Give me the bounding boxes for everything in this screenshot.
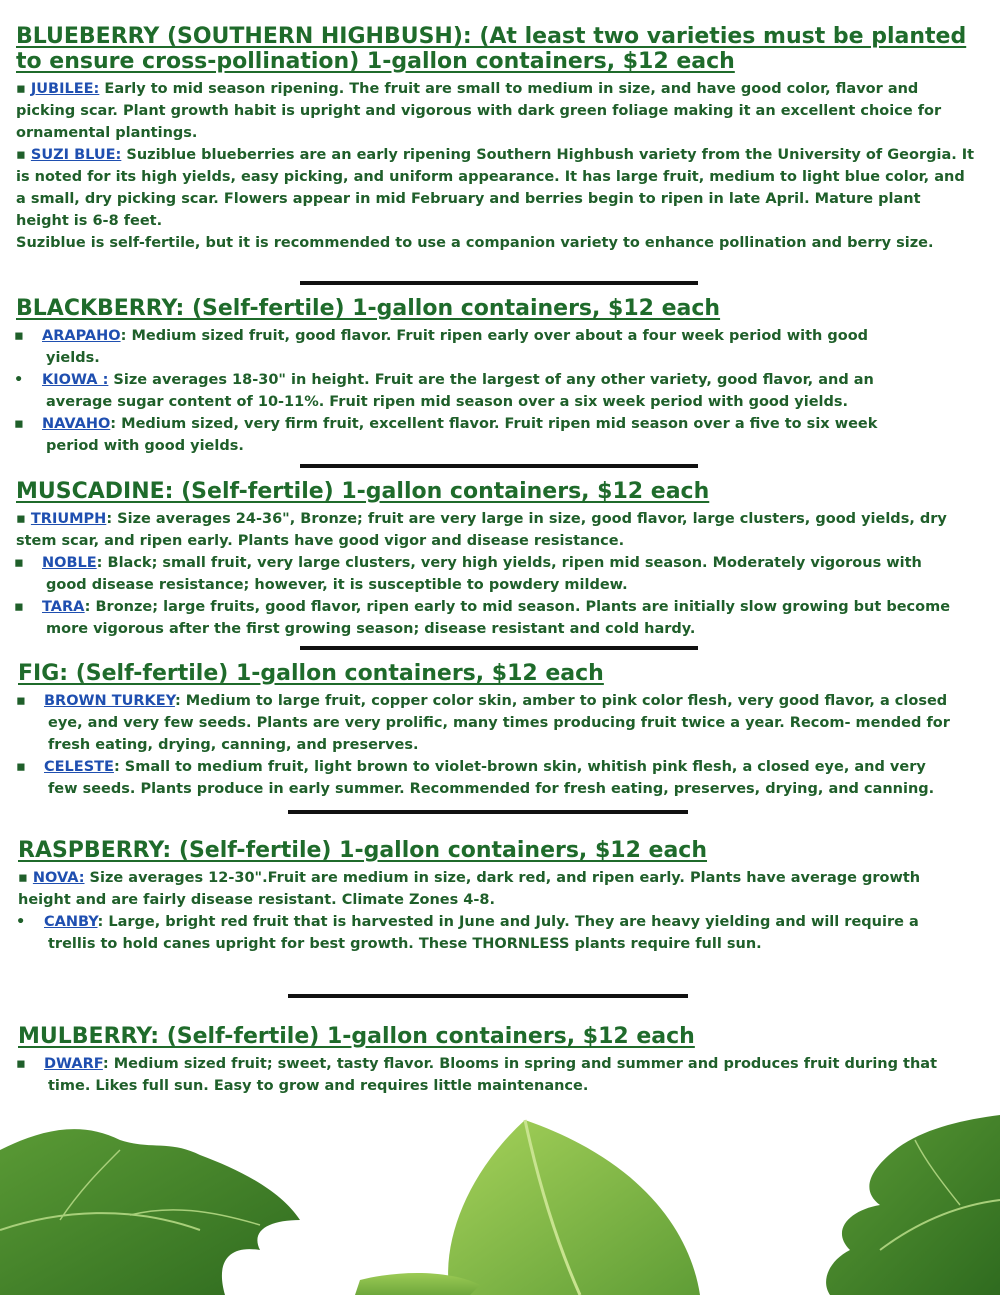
blueberry-section — [0, 24, 1000, 254]
bullet-icon: ▪ — [16, 511, 26, 527]
variety-description: : Size averages 24-36", Bronze; fruit are very large in size, good flavor, large clusters, good yields, dry stem scar, and ripen early. Plants have good vigor and disease resistance. — [16, 511, 947, 549]
variety-name[interactable]: CANBY — [44, 914, 98, 930]
section-divider — [300, 646, 698, 650]
variety-name[interactable]: NOBLE — [42, 555, 97, 571]
variety-name[interactable]: TRIUMPH — [30, 511, 107, 527]
variety-description: : Medium sized fruit; sweet, tasty flavor. Blooms in spring and summer and produces fruit during that time. Likes full sun. Easy to grow and requires little maintenance. — [48, 1056, 938, 1094]
raspberry-section — [0, 838, 1000, 955]
bullet-icon: ▪ — [16, 147, 26, 163]
left-leaf-shape — [0, 1129, 300, 1295]
bullet-icon: ▪ — [18, 870, 28, 886]
variety-description: : Medium sized fruit, good flavor. Fruit ripen early over about a four week period with good yields. — [46, 328, 869, 366]
bullet-icon: • — [14, 372, 24, 388]
variety-kiowa — [16, 369, 916, 413]
fig-heading: FIG: (Self-fertile) 1-gallon containers, $12 each — [18, 661, 604, 686]
variety-description: Early to mid season ripening. The fruit are small to medium in size, and have good color, flavor and picking scar. Plant growth habit is upright and vigorous with dark green foliage making it an excellent choice for ornamental plantings. — [16, 81, 942, 141]
variety-nova — [18, 867, 968, 911]
variety-description: : Small to medium fruit, light brown to violet-brown skin, whitish pink flesh, a closed eye, and very few seeds. Plants produce in early summer. Recommended for fresh eating, preserves, drying, and canning. — [48, 759, 935, 797]
bullet-icon: ▪ — [14, 599, 24, 615]
blackberry-section — [0, 296, 1000, 457]
muscadine-section — [0, 479, 1000, 640]
variety-celeste — [18, 756, 953, 800]
variety-description: : Medium sized, very firm fruit, excellent flavor. Fruit ripen mid season over a five to six week period with good yields. — [46, 416, 878, 454]
variety-name[interactable]: TARA — [42, 599, 85, 615]
bullet-icon: ▪ — [14, 328, 24, 344]
section-divider — [288, 810, 688, 814]
variety-description: : Large, bright red fruit that is harvested in June and July. They are heavy yielding and will require a trellis to hold canes upright for best growth. These THORNLESS plants require full sun. — [48, 914, 919, 952]
variety-name[interactable]: NAVAHO — [42, 416, 111, 432]
blackberry-heading: BLACKBERRY: (Self-fertile) 1-gallon containers, $12 each — [16, 296, 721, 321]
section-divider — [288, 994, 688, 998]
variety-description: Suziblue blueberries are an early ripening Southern Highbush variety from the University of Georgia. It is noted for its high yields, easy picking, and uniform appearance. It has large fruit, medium to light blue color, and a small, dry picking scar. Flowers appear in mid February and berries begin to ripen in late April. Mature plant height is 6-8 feet. — [16, 147, 975, 229]
bullet-icon: ▪ — [14, 555, 24, 571]
center-leaf-shape — [448, 1120, 700, 1295]
variety-name[interactable]: ARAPAHO — [42, 328, 121, 344]
section-divider — [300, 464, 698, 468]
variety-description: : Medium to large fruit, copper color skin, amber to pink color flesh, very good flavor, a closed eye, and very few seeds. Plants are very prolific, many times producing fruit twice a year. Recom- mended for fresh eating, drying, canning, and preserves. — [48, 693, 950, 753]
bullet-icon: ▪ — [14, 416, 24, 432]
mulberry-section — [0, 1024, 1000, 1097]
variety-description: Size averages 12-30".Fruit are medium in size, dark red, and ripen early. Plants have average growth height and are fairly disease resistant. Climate Zones 4-8. — [18, 870, 921, 908]
variety-arapaho — [16, 325, 916, 369]
variety-suzi-blue — [16, 144, 976, 232]
muscadine-heading: MUSCADINE: (Self-fertile) 1-gallon containers, $12 each — [16, 479, 710, 504]
bullet-icon: • — [16, 914, 26, 930]
variety-description: Size averages 18-30" in height. Fruit are the largest of any other variety, good flavor, and an average sugar content of 10-11%. Fruit ripen mid season over a six week period with good yields. — [46, 372, 874, 410]
variety-jubilee — [16, 78, 976, 144]
variety-dwarf — [18, 1053, 938, 1097]
bullet-icon: ▪ — [16, 759, 26, 775]
variety-name[interactable]: BROWN TURKEY — [44, 693, 175, 709]
variety-triumph — [16, 508, 951, 552]
bullet-icon: ▪ — [16, 693, 26, 709]
variety-name[interactable]: DWARF — [44, 1056, 103, 1072]
variety-brown-turkey — [18, 690, 953, 756]
variety-navaho — [16, 413, 916, 457]
variety-noble — [16, 552, 951, 596]
section-divider — [300, 281, 698, 285]
variety-name[interactable]: CELESTE — [44, 759, 114, 775]
blueberry-heading: BLUEBERRY (SOUTHERN HIGHBUSH): (At least two varieties must be planted to ensure cross-pollination) 1-gallon containers, $12 each — [16, 24, 967, 74]
blueberry-note: Suziblue is self-fertile, but it is recommended to use a companion variety to enhance pollination and berry size. — [16, 235, 934, 251]
variety-name[interactable]: KIOWA : — [42, 372, 109, 388]
variety-canby — [18, 911, 968, 955]
fig-section — [0, 661, 1000, 800]
bullet-icon: ▪ — [16, 81, 26, 97]
variety-tara — [16, 596, 951, 640]
mulberry-heading: MULBERRY: (Self-fertile) 1-gallon containers, $12 each — [18, 1024, 695, 1049]
leaf-illustration — [0, 1110, 1000, 1295]
variety-description: : Black; small fruit, very large clusters, very high yields, ripen mid season. Moderately vigorous with good disease resistance; however, it is susceptible to powdery mildew. — [46, 555, 922, 593]
variety-name[interactable]: SUZI BLUE: — [30, 147, 122, 163]
variety-name[interactable]: JUBILEE: — [30, 81, 100, 97]
variety-description: : Bronze; large fruits, good flavor, ripen early to mid season. Plants are initially slow growing but become more vigorous after the first growing season; disease resistant and cold hardy. — [46, 599, 951, 637]
variety-name[interactable]: NOVA: — [32, 870, 85, 886]
bullet-icon: ▪ — [16, 1056, 26, 1072]
raspberry-heading: RASPBERRY: (Self-fertile) 1-gallon containers, $12 each — [18, 838, 708, 863]
